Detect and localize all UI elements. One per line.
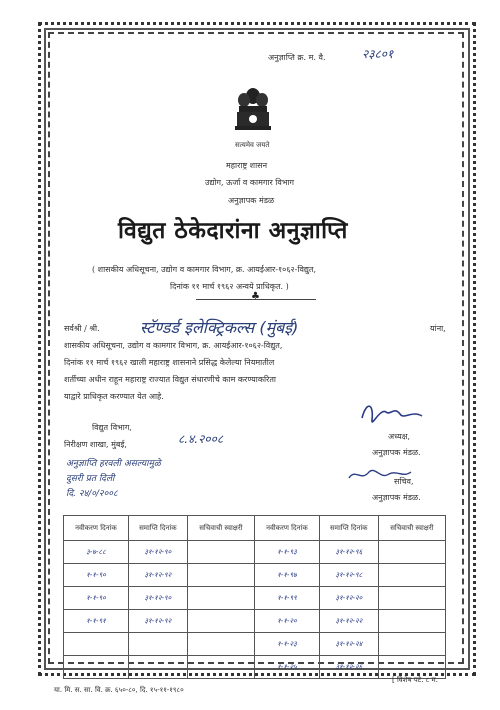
chairman-board: अनुज्ञापक मंडळ. xyxy=(372,448,421,457)
emblem-caption: सत्यमेव जयते xyxy=(235,141,270,149)
table-cell xyxy=(378,541,445,564)
table-cell xyxy=(187,656,254,679)
subtitle-line-2: दिनांक ११ मार्च १९६२ अन्वये प्राधिकृत. ) xyxy=(170,282,289,291)
licensee-name: स्टॅण्डर्ड इलेक्ट्रिकल्स (मुंबई) xyxy=(140,318,299,337)
table-cell xyxy=(64,633,129,656)
license-number-value: २३८०१ xyxy=(362,47,394,61)
secretary-title: सचिव, xyxy=(394,477,414,486)
table-cell: ३१-१२-९८ xyxy=(319,564,378,587)
table-header-row xyxy=(64,516,446,541)
table-cell: ३१-१२-२० xyxy=(319,587,378,610)
table-header: सचिवाची स्वाक्षरी xyxy=(187,516,254,541)
table-cell xyxy=(64,656,129,679)
header-line-3: अनुज्ञापक मंडळ xyxy=(228,196,275,205)
table-cell xyxy=(187,610,254,633)
table-cell: १-१-९० xyxy=(64,564,129,587)
table-cell xyxy=(128,633,187,656)
duplicate-note-date: दि. २४/०/२००८ xyxy=(66,489,118,499)
footer-print-info: या. मि. स. सा. वि. क्र. ६५०-८०, दि. १५-११-१९८० xyxy=(54,686,184,694)
table-cell xyxy=(187,633,254,656)
renewal-table xyxy=(63,515,446,679)
table-header: सचिवाची स्वाक्षरी xyxy=(378,516,445,541)
table-cell xyxy=(187,587,254,610)
chairman-title: अध्यक्ष, xyxy=(388,432,411,441)
table-cell: १-१-९७ xyxy=(254,564,319,587)
table-cell: १-१-२० xyxy=(254,610,319,633)
table-cell xyxy=(187,541,254,564)
office-line-2: निरीक्षण शाखा, मुंबई, xyxy=(64,440,127,449)
table-header: नवीकरण दिनांक xyxy=(64,516,129,541)
chairman-signature xyxy=(356,398,426,432)
table-cell: ३१-१२-२४ xyxy=(319,633,378,656)
table-cell: ३१-१२-९६ xyxy=(319,541,378,564)
body-line-3: दिनांक ११ मार्च १९६२ खाली महाराष्ट्र शासनाने प्रसिद्ध केलेल्या नियमातील xyxy=(64,358,275,367)
table-cell: १-१-९९ xyxy=(254,587,319,610)
table-cell: १-१-२३ xyxy=(254,633,319,656)
table-header: समाप्ति दिनांक xyxy=(319,516,378,541)
table-cell xyxy=(187,564,254,587)
table-row xyxy=(64,633,446,656)
club-ornament-icon: ♣ xyxy=(251,291,260,302)
header-line-2: उद्योग, ऊर्जा व कामगार विभाग xyxy=(205,178,295,187)
table-row xyxy=(64,656,446,679)
table-cell: ३१-१२-२६ xyxy=(319,656,378,679)
secretary-board: अनुज्ञापक मंडळ. xyxy=(372,493,421,502)
table-row xyxy=(64,610,446,633)
table-header: नवीकरण दिनांक xyxy=(254,516,319,541)
table-cell: ३१-१२-९२ xyxy=(128,610,187,633)
table-row xyxy=(64,564,446,587)
table-row xyxy=(64,541,446,564)
table-header: समाप्ति दिनांक xyxy=(128,516,187,541)
issue-date: ८.४.२००८ xyxy=(178,432,224,446)
state-emblem-icon xyxy=(232,84,274,142)
table-cell: १-१-९३ xyxy=(254,541,319,564)
office-line-1: विद्युत विभाग, xyxy=(92,423,132,432)
table-cell: ३१-१२-९० xyxy=(128,587,187,610)
page-title: विद्युत ठेकेदारांना अनुज्ञाप्ति xyxy=(118,217,348,244)
license-number-label: अनुज्ञाप्ति क्र. म. वै. xyxy=(268,53,326,62)
table-cell xyxy=(128,656,187,679)
table-cell: ३१-१२-९० xyxy=(128,541,187,564)
table-cell xyxy=(378,633,445,656)
body-line-5: याद्वारे प्राधिकृत करण्यात येत आहे. xyxy=(64,392,164,401)
table-cell xyxy=(378,610,445,633)
subtitle-line-1: ( शासकीय अधिसूचना, उद्योग व कामगार विभाग, क्र. आयईआर-१०६२-विद्युत, xyxy=(92,265,317,274)
table-cell: ३१-१२-९२ xyxy=(128,564,187,587)
table-cell: ३-७-८८ xyxy=(64,541,129,564)
licensee-suffix: यांना, xyxy=(430,324,446,333)
table-cell: १-१-९० xyxy=(64,587,129,610)
table-row xyxy=(64,587,446,610)
table-cell: १-१-२५ xyxy=(254,656,319,679)
header-line-1: महाराष्ट्र शासन xyxy=(226,161,268,170)
duplicate-note-line-1: अनुज्ञाप्ति हरवली असल्यामुळे xyxy=(66,459,161,469)
footer-form-ref: [ विशेष पटे. ८ म. xyxy=(392,676,438,684)
table-cell xyxy=(378,587,445,610)
body-line-2: शासकीय अधिसूचना, उद्योग व कामगार विभाग, क्र. आयईआर-१०६२-विद्युत, xyxy=(64,341,283,350)
licensee-prefix: सर्वश्री / श्री. xyxy=(64,324,100,333)
table-cell: ३१-१२-२२ xyxy=(319,610,378,633)
duplicate-note-line-2: दुसरी प्रत दिली xyxy=(66,474,115,484)
body-line-4: शर्तीच्या अधीन राहून महाराष्ट्र राज्यात विद्युत संधारणीचे काम करण्याकरिता xyxy=(64,375,276,384)
table-cell xyxy=(378,564,445,587)
table-cell: १-१-९१ xyxy=(64,610,129,633)
